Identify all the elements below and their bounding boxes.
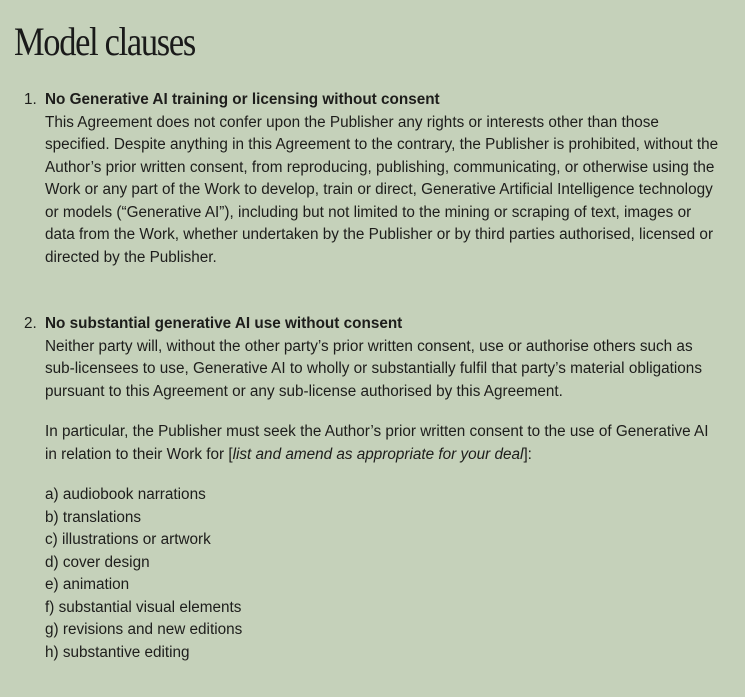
clause-2-particular bbox=[45, 421, 719, 466]
list-item: f) substantial visual elements bbox=[45, 598, 242, 616]
clause-2-number: 2. bbox=[24, 315, 37, 332]
clause-2-heading-row bbox=[24, 313, 714, 336]
list-item: b) translations bbox=[45, 508, 142, 526]
list-item: d) cover design bbox=[45, 553, 150, 571]
clause-2-heading: No substantial generative AI use without consent bbox=[45, 315, 403, 332]
clause-2-use-list bbox=[45, 484, 714, 664]
clause-1 bbox=[24, 89, 719, 269]
clause-2 bbox=[24, 313, 714, 664]
clause-2-particular-italic: list and amend as appropriate for your deal bbox=[232, 445, 524, 463]
clause-1-heading: No Generative AI training or licensing without consent bbox=[45, 91, 440, 108]
list-item: a) audiobook narrations bbox=[45, 486, 206, 503]
list-item: h) substantive editing bbox=[45, 643, 190, 661]
page-title: Model clauses bbox=[14, 19, 195, 64]
clause-1-heading-row bbox=[24, 89, 714, 112]
list-item: g) revisions and new editions bbox=[45, 621, 243, 638]
clause-1-body: This Agreement does not confer upon the Publisher any rights or interests other than those specified. Despite anything in this Agreement to the contrary, the Publisher is prohibited, without the Author’s prior written consent, from reproducing, publishing, communicating, or otherwise using the Work or any part of the Work to develop, train or direct, Generative Artificial Intelligence technology or models (“Generative AI”), including but not limited to the mining or scraping of text, images or data from the Work, whether undertaken by the Publisher or by third parties authorised, licensed or directed by the Publisher. bbox=[45, 113, 719, 266]
clause-2-particular-start: In particular, the Publisher must seek the Author’s prior written consent to the use of Generative AI in relation to their Work for [ bbox=[45, 423, 709, 463]
clause-2-particular-end: ]: bbox=[523, 445, 532, 463]
list-item: e) animation bbox=[45, 576, 130, 593]
clause-2-body: Neither party will, without the other party’s prior written consent, use or authorise others such as sub-licensees to use, Generative AI to wholly or substantially fulfil that party’s material obligations pursuant to this Agreement or any sub-license authorised by this Agreement. bbox=[45, 337, 702, 400]
list-item: c) illustrations or artwork bbox=[45, 531, 211, 548]
clause-1-number: 1. bbox=[24, 91, 37, 108]
